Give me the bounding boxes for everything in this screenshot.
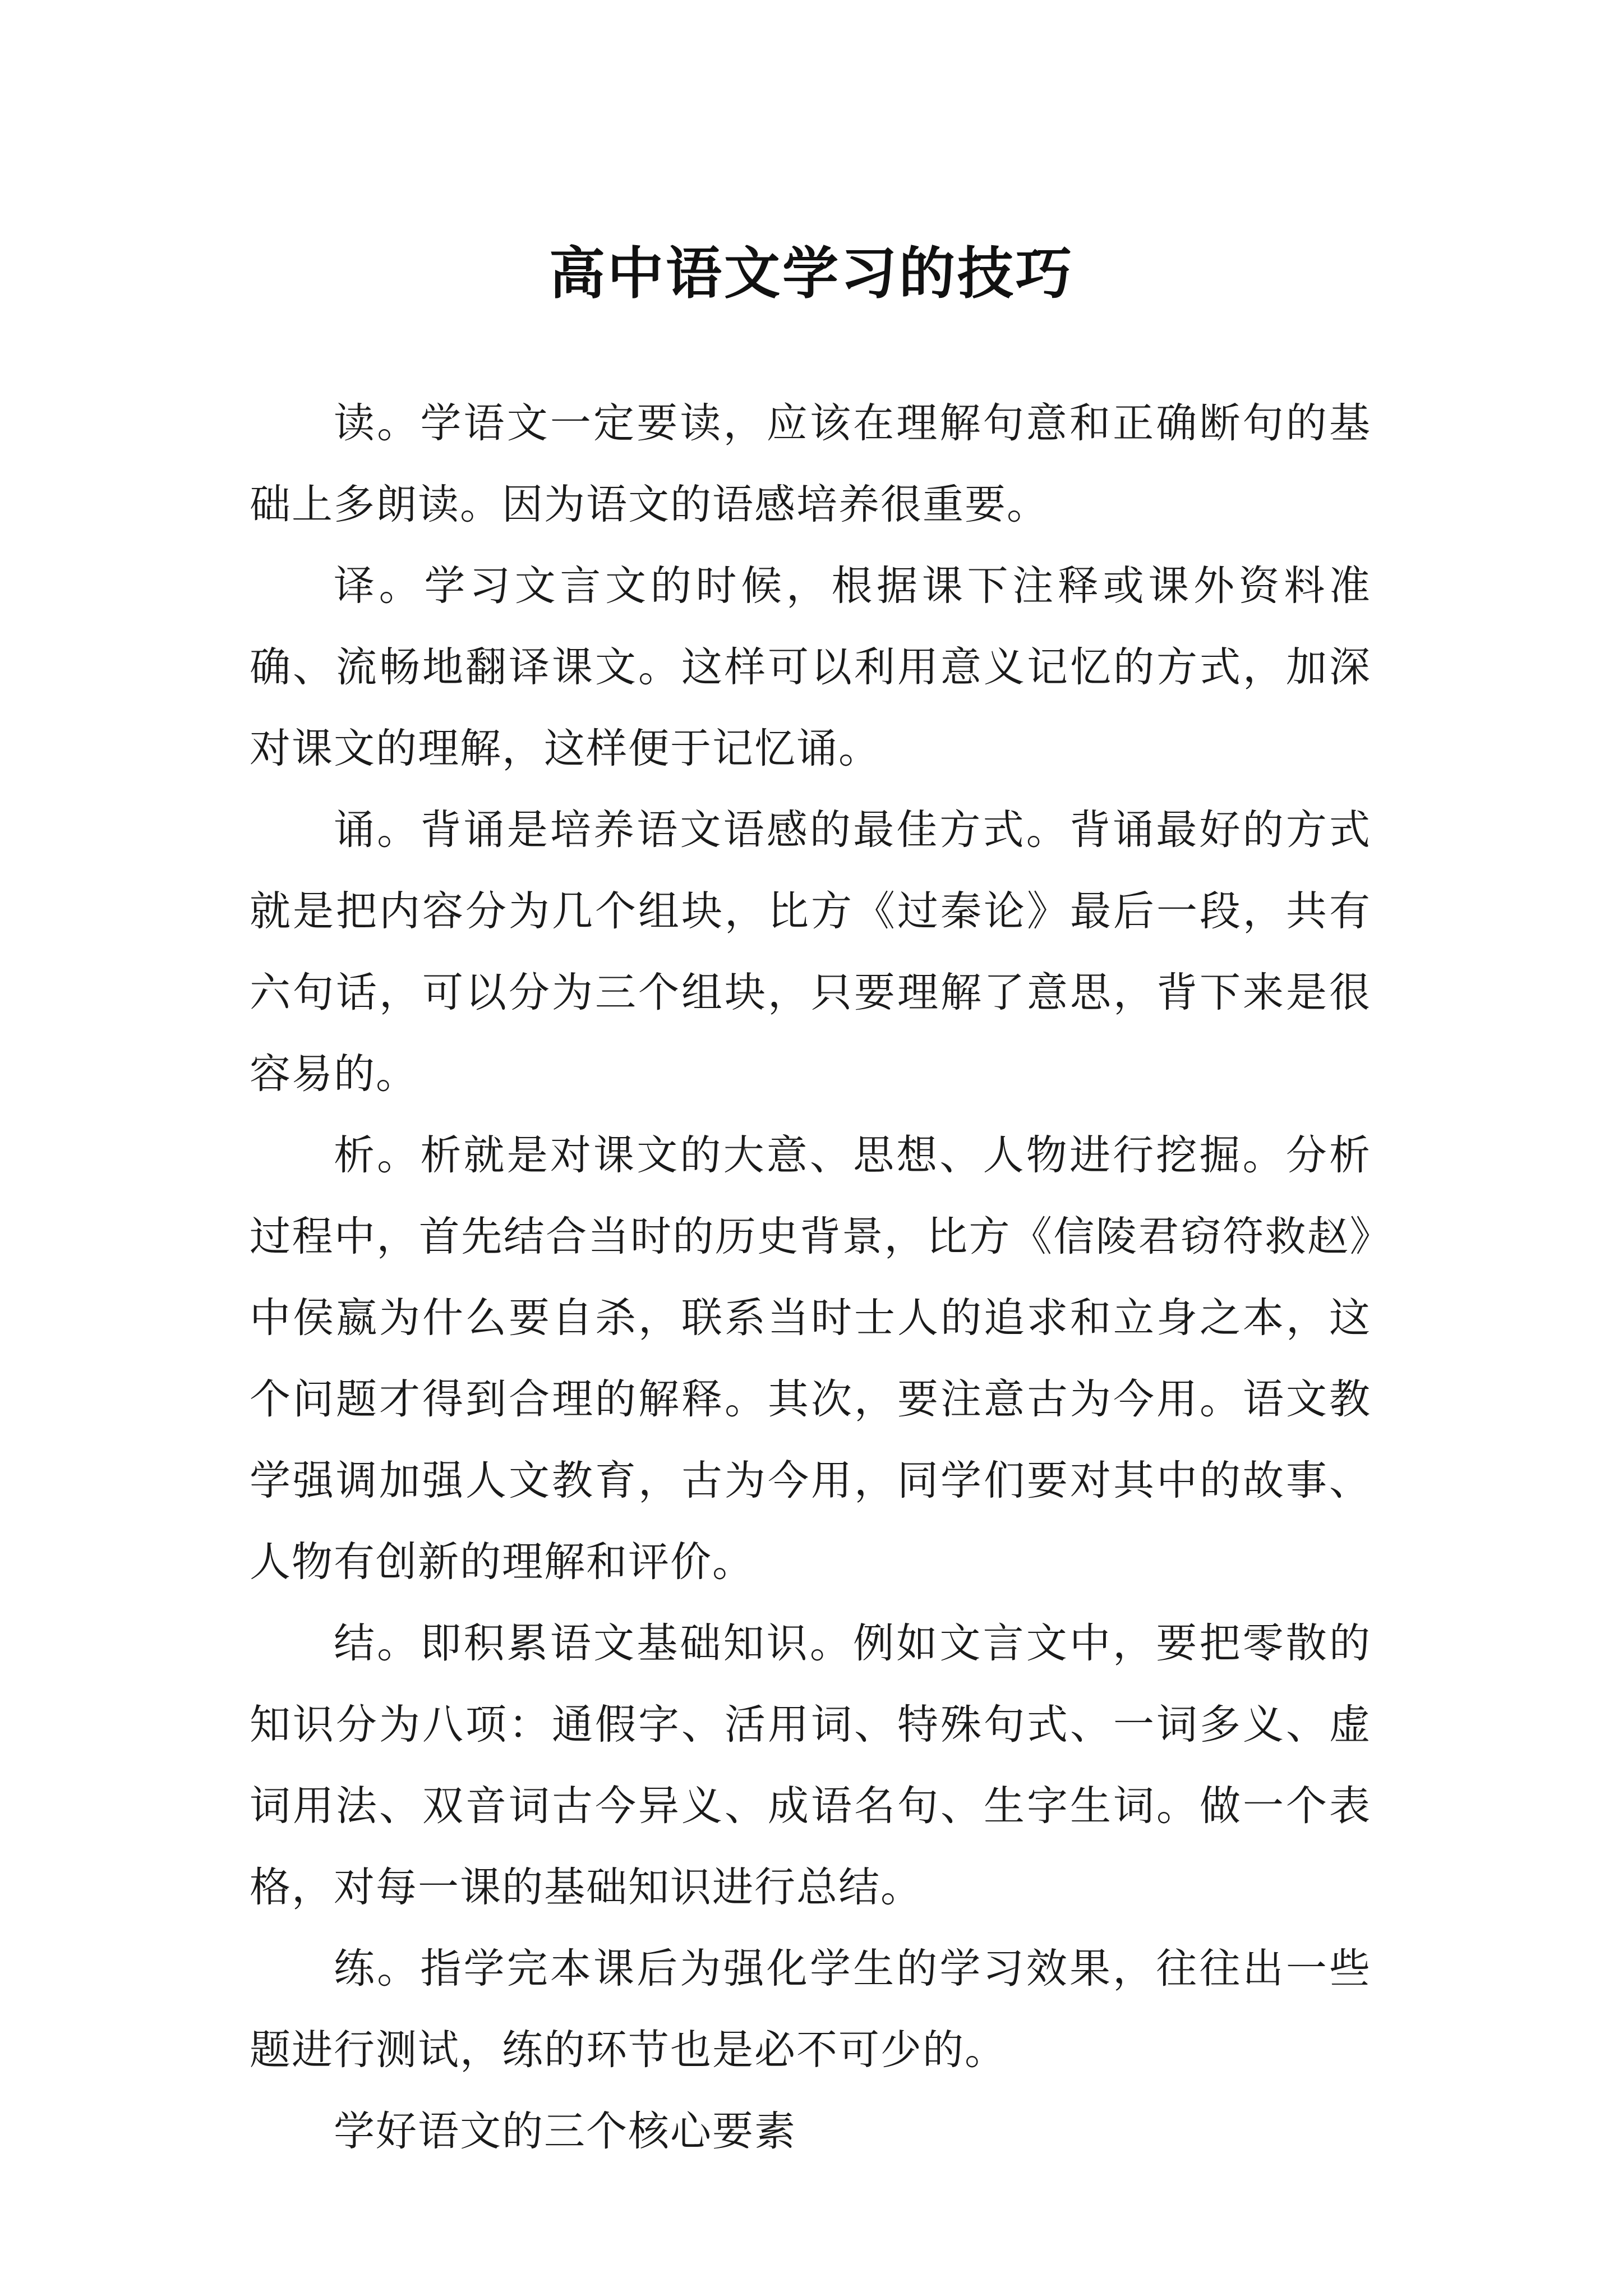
paragraph-analyze: 析。析就是对课文的大意、思想、人物进行挖掘。分析过程中，首先结合当时的历史背景，比方《信陵君窃符救赵》中侯嬴为什么要自杀，联系当时士人的追求和立身之本，这个问题才得到合理的解释。其次，要注意古为今用。语文教学强调加强人文教育，古为今用，同学们要对其中的故事、人物有创新的理解和评价。 <box>250 1131 1371 1586</box>
paragraph-summarize: 结。即积累语文基础知识。例如文言文中，要把零散的知识分为八项：通假字、活用词、特殊句式、一词多义、虚词用法、双音词古今异义、成语名句、生字生词。做一个表格，对每一课的基础知识进行总结。 <box>250 1619 1371 1911</box>
section-heading-core-elements: 学好语文的三个核心要素 <box>334 2108 796 2155</box>
paragraph-recite: 诵。背诵是培养语文语感的最佳方式。背诵最好的方式就是把内容分为几个组块，比方《过秦论》最后一段，共有六句话，可以分为三个组块，只要理解了意思，背下来是很容易的。 <box>250 806 1371 1098</box>
paragraph-translate: 译。学习文言文的时候，根据课下注释或课外资料准确、流畅地翻译课文。这样可以利用意义记忆的方式，加深对课文的理解，这样便于记忆诵。 <box>250 562 1371 772</box>
document-body <box>250 383 1371 2172</box>
document-title: 高中语文学习的技巧 <box>549 240 1074 306</box>
paragraph-practice: 练。指学完本课后为强化学生的学习效果，往往出一些题进行测试，练的环节也是必不可少的。 <box>250 1945 1371 2074</box>
paragraph-read: 读。学语文一定要读，应该在理解句意和正确断句的基础上多朗读。因为语文的语感培养很重要。 <box>250 399 1371 528</box>
